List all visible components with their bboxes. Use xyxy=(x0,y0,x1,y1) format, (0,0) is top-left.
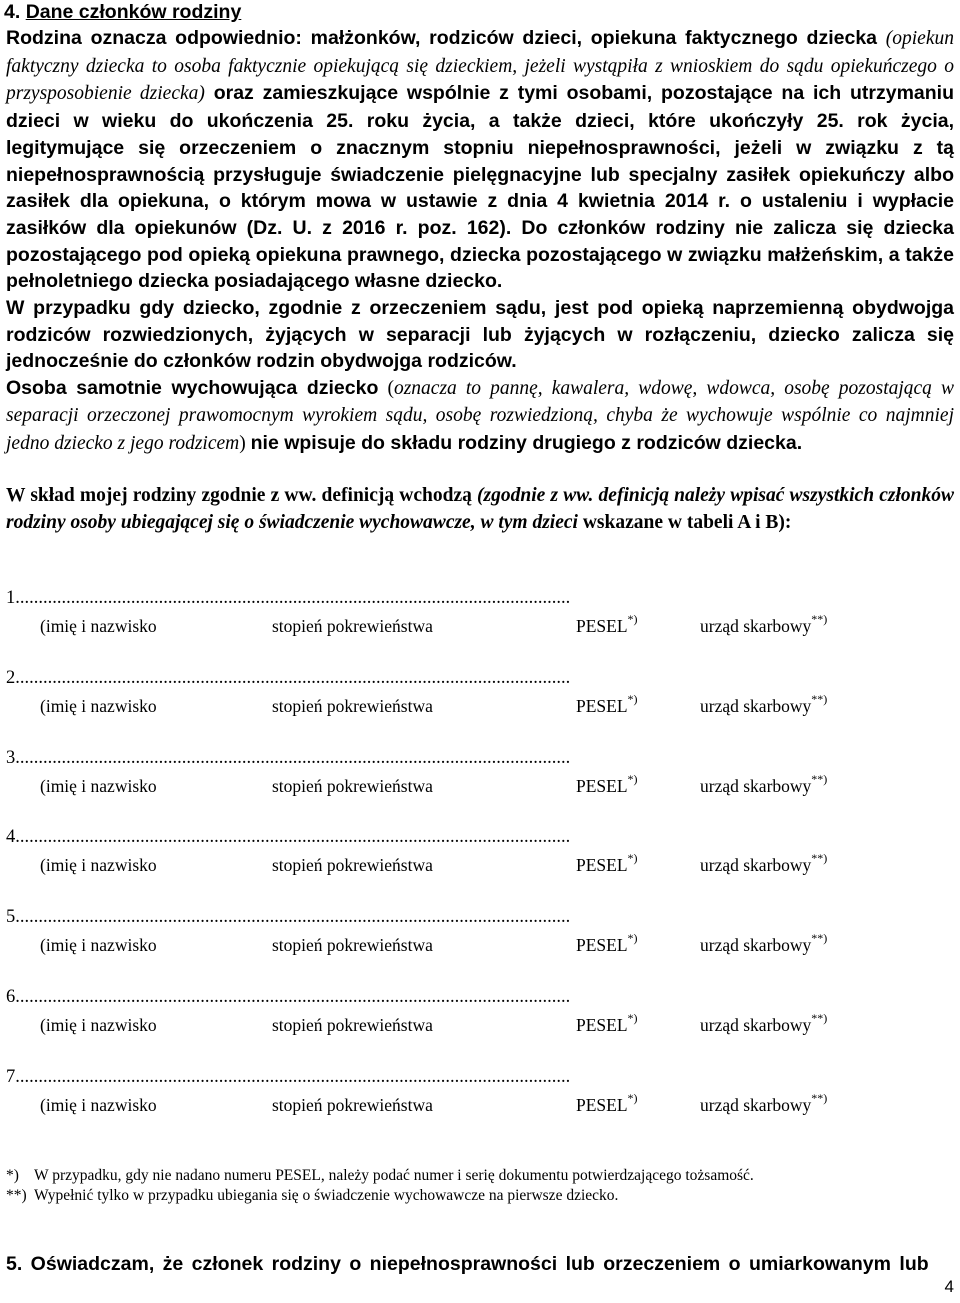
label-relation: stopień pokrewieństwa xyxy=(272,855,433,875)
pesel-footnote-mark: *) xyxy=(627,1011,638,1026)
member-fill-line[interactable]: 3........................................................................................................................ xyxy=(6,748,571,768)
label-tax-office xyxy=(700,851,828,876)
pesel-text: PESEL xyxy=(576,1015,628,1035)
family-composition-instruction: (zgodnie z ww. definicją należy wpisać wszystkich członków rodziny osoby ubiegającej się o świadczenie wychowawcze, w tym dzieci xyxy=(6,485,954,533)
tax-office-footnote-mark: **) xyxy=(811,692,828,707)
label-pesel xyxy=(576,1091,638,1116)
tax-office-footnote-mark: **) xyxy=(811,931,828,946)
footnote-tax-office xyxy=(6,1186,618,1206)
pesel-footnote-mark: *) xyxy=(627,1091,638,1106)
tax-office-text: urząd skarbowy xyxy=(700,1015,812,1035)
family-member-entry[interactable] xyxy=(6,587,906,647)
label-name: (imię i nazwisko xyxy=(40,1015,157,1035)
member-fill-line[interactable]: 4........................................................................................................................ xyxy=(6,827,571,847)
label-tax-office xyxy=(700,931,828,956)
page-number: 4 xyxy=(944,1277,954,1296)
family-composition-table-ref: wskazane w tabeli A i B): xyxy=(577,511,792,533)
family-member-entry[interactable] xyxy=(6,906,906,966)
guardian-explanation: (opiekun faktyczny dziecka to osoba faktycznie opiekującą się dzieckiem, jeżeli wystąpiła z wnioskiem do sądu opiekuńczego o przysposobienie dziecka) xyxy=(6,28,954,105)
member-fill-line[interactable]: 2........................................................................................................................ xyxy=(6,668,571,688)
section-4-heading xyxy=(4,0,241,25)
label-relation: stopień pokrewieństwa xyxy=(272,1015,433,1035)
label-relation: stopień pokrewieństwa xyxy=(272,776,433,796)
footnote-mark: *) xyxy=(6,1167,19,1184)
family-member-entry[interactable] xyxy=(6,747,906,807)
tax-office-footnote-mark: **) xyxy=(811,1011,828,1026)
pesel-footnote-mark: *) xyxy=(627,851,638,866)
single-parent-paragraph xyxy=(6,375,954,457)
single-parent-term: Osoba samotnie wychowująca dziecko xyxy=(6,377,379,400)
tax-office-text: urząd skarbowy xyxy=(700,855,812,875)
tax-office-text: urząd skarbowy xyxy=(700,776,812,796)
pesel-footnote-mark: *) xyxy=(627,612,638,627)
pesel-text: PESEL xyxy=(576,1095,628,1115)
label-name: (imię i nazwisko xyxy=(40,776,157,796)
pesel-footnote-mark: *) xyxy=(627,692,638,707)
single-parent-definition: oznacza to pannę, kawalera, wdowę, wdowca, osobę pozostającą w separacji orzeczonej prawomocnym wyrokiem sądu, osobę rozwiedzioną, chyba że wychowuje wspólnie co najmniej jedno dziecko z jego rodzicem xyxy=(6,378,955,454)
pesel-footnote-mark: *) xyxy=(627,931,638,946)
footnote-text: W przypadku, gdy nie nadano numeru PESEL, należy podać numer i serię dokumentu potwierdzającego tożsamość. xyxy=(34,1167,754,1184)
tax-office-footnote-mark: **) xyxy=(811,851,828,866)
family-composition-intro xyxy=(6,483,954,536)
single-parent-rule: nie wpisuje do składu rodziny drugiego z rodziców dziecka. xyxy=(250,431,803,454)
label-pesel xyxy=(576,772,638,797)
label-relation: stopień pokrewieństwa xyxy=(272,1095,433,1115)
label-tax-office xyxy=(700,772,828,797)
label-tax-office xyxy=(700,612,828,637)
label-pesel xyxy=(576,612,638,637)
footnote-pesel xyxy=(6,1166,754,1186)
footnote-mark: **) xyxy=(6,1187,27,1204)
label-tax-office xyxy=(700,692,828,717)
label-pesel xyxy=(576,931,638,956)
family-definition-paragraph xyxy=(6,25,954,295)
family-definition-exclusions: Do członków rodziny nie zalicza się dziecka pozostającego pod opieką opiekuna prawnego, dziecka pozostającego w związku małżeńskim, a także pełnoletniego dziecka posiadającego własne dziecko. xyxy=(6,216,954,293)
member-fill-line[interactable]: 5........................................................................................................................ xyxy=(6,907,571,927)
section-5-heading: 5. Oświadczam, że członek rodziny o niepełnosprawności lub orzeczeniem o umiarkowanym lub xyxy=(6,1253,929,1275)
family-member-entry[interactable] xyxy=(6,1066,906,1126)
tax-office-footnote-mark: **) xyxy=(811,1091,828,1106)
label-name: (imię i nazwisko xyxy=(40,855,157,875)
label-tax-office xyxy=(700,1011,828,1036)
label-pesel xyxy=(576,692,638,717)
shared-custody-paragraph: W przypadku gdy dziecko, zgodnie z orzeczeniem sądu, jest pod opieką naprzemienną obydwojga rodziców rozwiedzionych, żyjących w separacji lub żyjących w rozłączeniu, dziecko zalicza się jednocześnie do członków rodzin obydwojga rodziców. xyxy=(6,297,954,373)
pesel-text: PESEL xyxy=(576,776,628,796)
paren-close: ) xyxy=(239,432,251,454)
member-fill-line[interactable]: 6........................................................................................................................ xyxy=(6,987,571,1007)
label-name: (imię i nazwisko xyxy=(40,935,157,955)
section-title: Dane członków rodziny xyxy=(25,1,242,23)
section-number: 4. xyxy=(4,1,21,23)
label-pesel xyxy=(576,1011,638,1036)
label-name: (imię i nazwisko xyxy=(40,1095,157,1115)
tax-office-text: urząd skarbowy xyxy=(700,935,812,955)
tax-office-text: urząd skarbowy xyxy=(700,696,812,716)
member-fill-line[interactable]: 1........................................................................................................................ xyxy=(6,588,571,608)
label-relation: stopień pokrewieństwa xyxy=(272,696,433,716)
pesel-text: PESEL xyxy=(576,855,628,875)
paren-open: ( xyxy=(378,378,394,400)
tax-office-footnote-mark: **) xyxy=(811,612,828,627)
label-relation: stopień pokrewieństwa xyxy=(272,616,433,636)
pesel-footnote-mark: *) xyxy=(627,772,638,787)
family-definition-intro: Rodzina oznacza odpowiednio: małżonków, rodziców dzieci, opiekuna faktycznego dziecka xyxy=(6,27,886,49)
tax-office-footnote-mark: **) xyxy=(811,772,828,787)
section-4-body xyxy=(6,25,954,537)
label-relation: stopień pokrewieństwa xyxy=(272,935,433,955)
tax-office-text: urząd skarbowy xyxy=(700,616,812,636)
family-member-entry[interactable] xyxy=(6,826,906,886)
tax-office-text: urząd skarbowy xyxy=(700,1095,812,1115)
label-name: (imię i nazwisko xyxy=(40,616,157,636)
family-definition-children: oraz zamieszkujące wspólnie z tymi osobami, pozostające na ich utrzymaniu dzieci w wieku do ukończenia 25. roku życia, a także dzieci, które ukończyły 25. rok życia, legitymujące się orzeczeniem o znacznym stopniu niepełnosprawności, jeżeli w związku z tą niepełnosprawnością przysługuje świadczenie pielęgnacyjne lub specjalny zasiłek opiekuńczy albo zasiłek dla opiekuna, o którym mowa w ustawie z dnia 4 kwietnia 2014 r. o ustaleniu i wypłacie zasiłków dla opiekunów (Dz. U. z 2016 r. poz. 162). xyxy=(6,82,954,239)
label-pesel xyxy=(576,851,638,876)
member-fill-line[interactable]: 7........................................................................................................................ xyxy=(6,1067,571,1087)
pesel-text: PESEL xyxy=(576,696,628,716)
pesel-text: PESEL xyxy=(576,935,628,955)
label-name: (imię i nazwisko xyxy=(40,696,157,716)
pesel-text: PESEL xyxy=(576,616,628,636)
label-tax-office xyxy=(700,1091,828,1116)
family-member-entry[interactable] xyxy=(6,986,906,1046)
family-composition-lead: W skład mojej rodziny zgodnie z ww. definicją wchodzą xyxy=(6,485,478,507)
footnote-text: Wypełnić tylko w przypadku ubiegania się o świadczenie wychowawcze na pierwsze dziecko. xyxy=(34,1187,619,1204)
family-member-entry[interactable] xyxy=(6,667,906,727)
